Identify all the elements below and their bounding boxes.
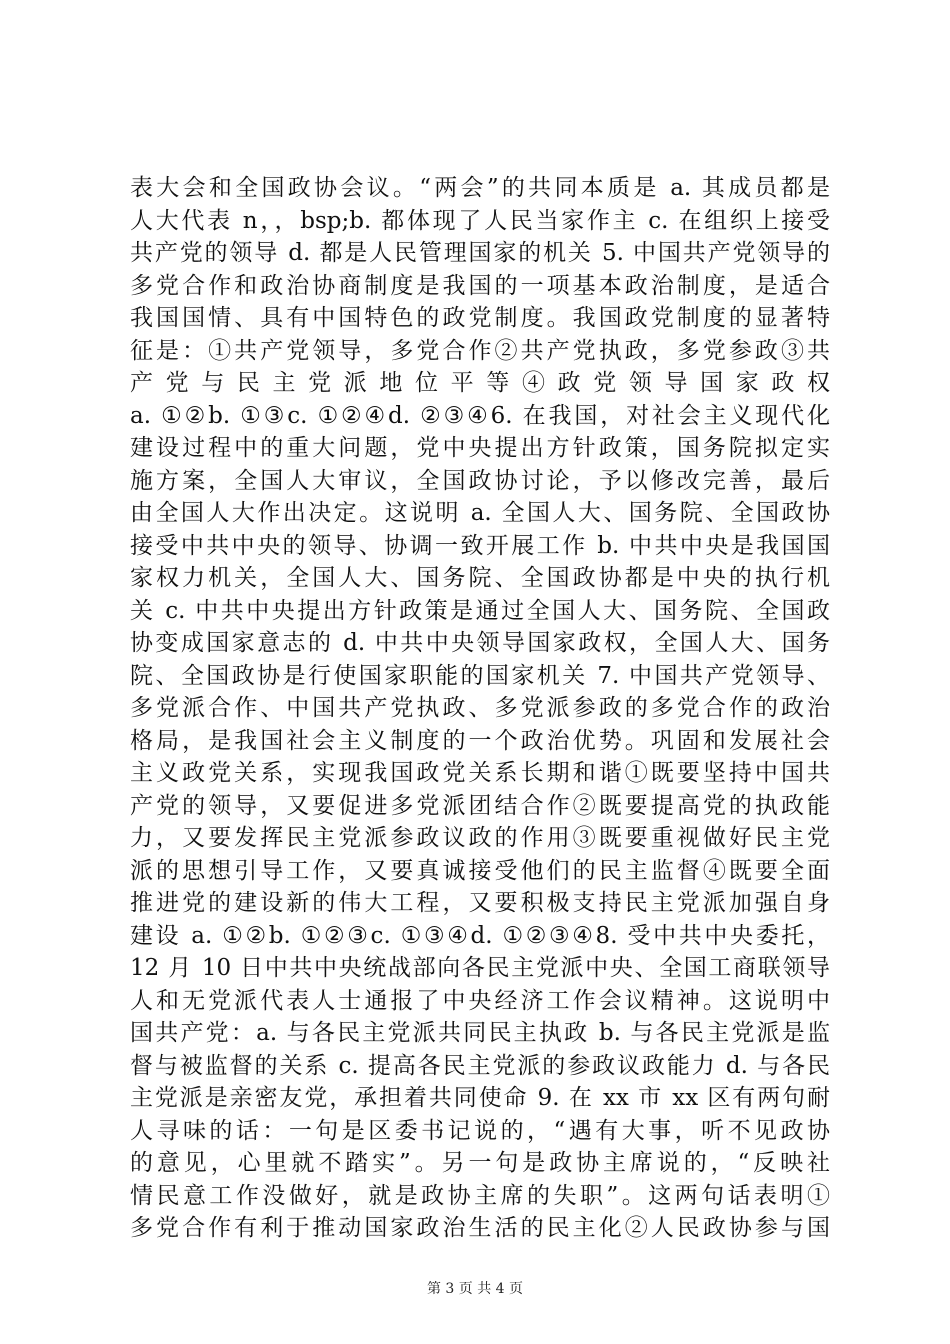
- text-line: 共产党的领导 d. 都是人民管理国家的机关 5. 中国共产党领导的: [130, 240, 830, 266]
- text-line: 主党派是亲密友党，承担着共同使命 9. 在 xx 市 xx 区有两句耐: [130, 1085, 830, 1111]
- text-line: 督与被监督的关系 c. 提高各民主党派的参政议政能力 d. 与各民: [130, 1052, 830, 1079]
- text-line: 人寻味的话：一句是区委书记说的，“遇有大事，听不见政协: [130, 1117, 830, 1144]
- text-line: 表大会和全国政协会议。“两会”的共同本质是 a. 其成员都是: [130, 175, 830, 201]
- text-line: 12 月 10 日中共中央统战部向各民主党派中央、全国工商联领导: [130, 955, 830, 981]
- text-line: 协变成国家意志的 d. 中共中央领导国家政权，全国人大、国务: [130, 630, 830, 656]
- text-line: 国共产党：a. 与各民主党派共同民主执政 b. 与各民主党派是监: [130, 1020, 830, 1046]
- text-line: 关 c. 中共中央提出方针政策是通过全国人大、国务院、全国政: [130, 597, 830, 624]
- text-line: 建设 a. ①②b. ①②③c. ①③④d. ①②③④8. 受中共中央委托，: [130, 922, 830, 949]
- text-line: 由全国人大作出决定。这说明 a. 全国人大、国务院、全国政协: [130, 500, 830, 526]
- text-line: 多党派合作、中国共产党执政、多党派参政的多党合作的政治: [130, 695, 830, 721]
- text-line: 人和无党派代表人士通报了中央经济工作会议精神。这说明中: [130, 987, 830, 1014]
- text-line: 人大代表 n，，bsp;b. 都体现了人民当家作主 c. 在组织上接受: [130, 207, 830, 234]
- text-line: 的意见，心里就不踏实”。另一句是政协主席说的，“反映社: [130, 1150, 830, 1176]
- text-line: 产党的领导，又要促进多党派团结合作②既要提高党的执政能: [130, 792, 830, 819]
- text-line: 情民意工作没做好，就是政协主席的失职”。这两句话表明①: [130, 1182, 830, 1209]
- text-line: 力，又要发挥民主党派参政议政的作用③既要重视做好民主党: [130, 825, 830, 851]
- text-line: 接受中共中央的领导、协调一致开展工作 b. 中共中央是我国国: [130, 532, 830, 559]
- text-line: 推进党的建设新的伟大工程，又要积极支持民主党派加强自身: [130, 890, 830, 916]
- body-text: [130, 172, 830, 1245]
- text-line: 建设过程中的重大问题，党中央提出方针政策，国务院拟定实: [130, 435, 830, 461]
- text-line: 多党合作有利于推动国家政治生活的民主化②人民政协参与国: [130, 1215, 830, 1241]
- text-line: 格局，是我国社会主义制度的一个政治优势。巩固和发展社会: [130, 727, 830, 754]
- text-line: 征是：①共产党领导，多党合作②共产党执政，多党参政③共: [130, 337, 830, 364]
- text-line: 多党合作和政治协商制度是我国的一项基本政治制度，是适合: [130, 272, 830, 299]
- text-line: a. ①②b. ①③c. ①②④d. ②③④6. 在我国，对社会主义现代化: [130, 402, 830, 429]
- text-line: 院、全国政协是行使国家职能的国家机关 7. 中国共产党领导、: [130, 662, 830, 689]
- page-footer: 第 3 页 共 4 页: [426, 1281, 524, 1297]
- text-line: 产 党 与 民 主 党 派 地 位 平 等 ④ 政 党 领 导 国 家 政 权: [130, 370, 830, 396]
- text-line: 派的思想引导工作，又要真诚接受他们的民主监督④既要全面: [130, 857, 830, 884]
- text-line: 主义政党关系，实现我国政党关系长期和谐①既要坚持中国共: [130, 760, 830, 786]
- text-line: 施方案，全国人大审议，全国政协讨论，予以修改完善，最后: [130, 467, 830, 494]
- text-line: 家权力机关，全国人大、国务院、全国政协都是中央的执行机: [130, 565, 830, 591]
- text-line: 我国国情、具有中国特色的政党制度。我国政党制度的显著特: [130, 305, 830, 331]
